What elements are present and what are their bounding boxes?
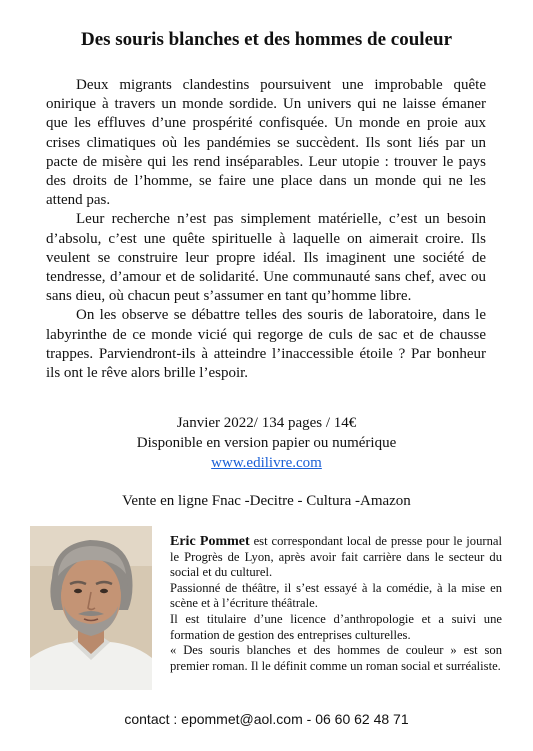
summary-paragraph: On les observe se débattre telles des souris de laboratoire, dans le labyrinthe de ce monde vicié qui regorge de culs de sac et de chausse trappes. Parviendront-ils à atteindre l’inaccessible étoile ? Par bonheur ils ont le rêve alors brille l’espoir. [46, 307, 486, 382]
author-bio [170, 534, 502, 674]
publisher-website-link[interactable]: www.edilivre.com [211, 455, 322, 471]
author-portrait-illustration [30, 526, 152, 690]
publication-info [0, 413, 533, 473]
bio-paragraph: Il est titulaire d’une licence d’anthropologie et a suivi une formation de gestion des entreprises culturelles. [170, 611, 502, 642]
bio-paragraph: Passionné de théâtre, il s’est essayé à la comédie, à la mise en scène et à l’écriture théâtrale. [170, 580, 502, 611]
summary-paragraph: Leur recherche n’est pas simplement matérielle, c’est un besoin d’absolu, c’est une quête spirituelle à laquelle on aimerait croire. Ils veulent se construire leur propre idéal. Ils imaginent une société de tendresse, d’amour et de solidarité. Une communauté sans chef, avec ou sans dieu, où chacun peut s’assumer en tant qu’homme libre. [46, 211, 486, 305]
publication-formats: Disponible en version papier ou numérique [136, 435, 397, 451]
bio-paragraph: « Des souris blanches et des hommes de couleur » est son premier roman. Il le définit comme un roman social et surréaliste. [170, 643, 502, 673]
author-portrait [30, 526, 152, 690]
contact-info: contact : epommet@aol.com - 06 60 62 48 71 [124, 711, 409, 727]
sales-channels: Vente en ligne Fnac -Decitre - Cultura -Amazon [122, 493, 411, 509]
book-summary [46, 76, 486, 383]
book-title: Des souris blanches et des hommes de couleur [80, 29, 453, 50]
bio-intro-text: est correspondant local de presse pour le journal le Progrès de Lyon, après avoir fait carrière dans le secteur du social et du culturel. [170, 534, 502, 580]
bio-intro [170, 534, 502, 581]
author-name: Eric Pommet [170, 534, 250, 549]
summary-paragraph: Deux migrants clandestins poursuivent une improbable quête onirique à travers un monde sordide. Un univers qui ne laisse émaner que les effluves d’une prospérité confisquée. Un monde en proie aux crises climatiques où les pandémies se succèdent. Ils sont liés par un pacte de misère qui les rend inséparables. Leur utopie : trouver le pays des droits de l’homme, se faire une place dans un monde qui ne les attend pas. [46, 77, 486, 209]
publication-date-pages-price: Janvier 2022/ 134 pages / 14€ [176, 415, 357, 431]
